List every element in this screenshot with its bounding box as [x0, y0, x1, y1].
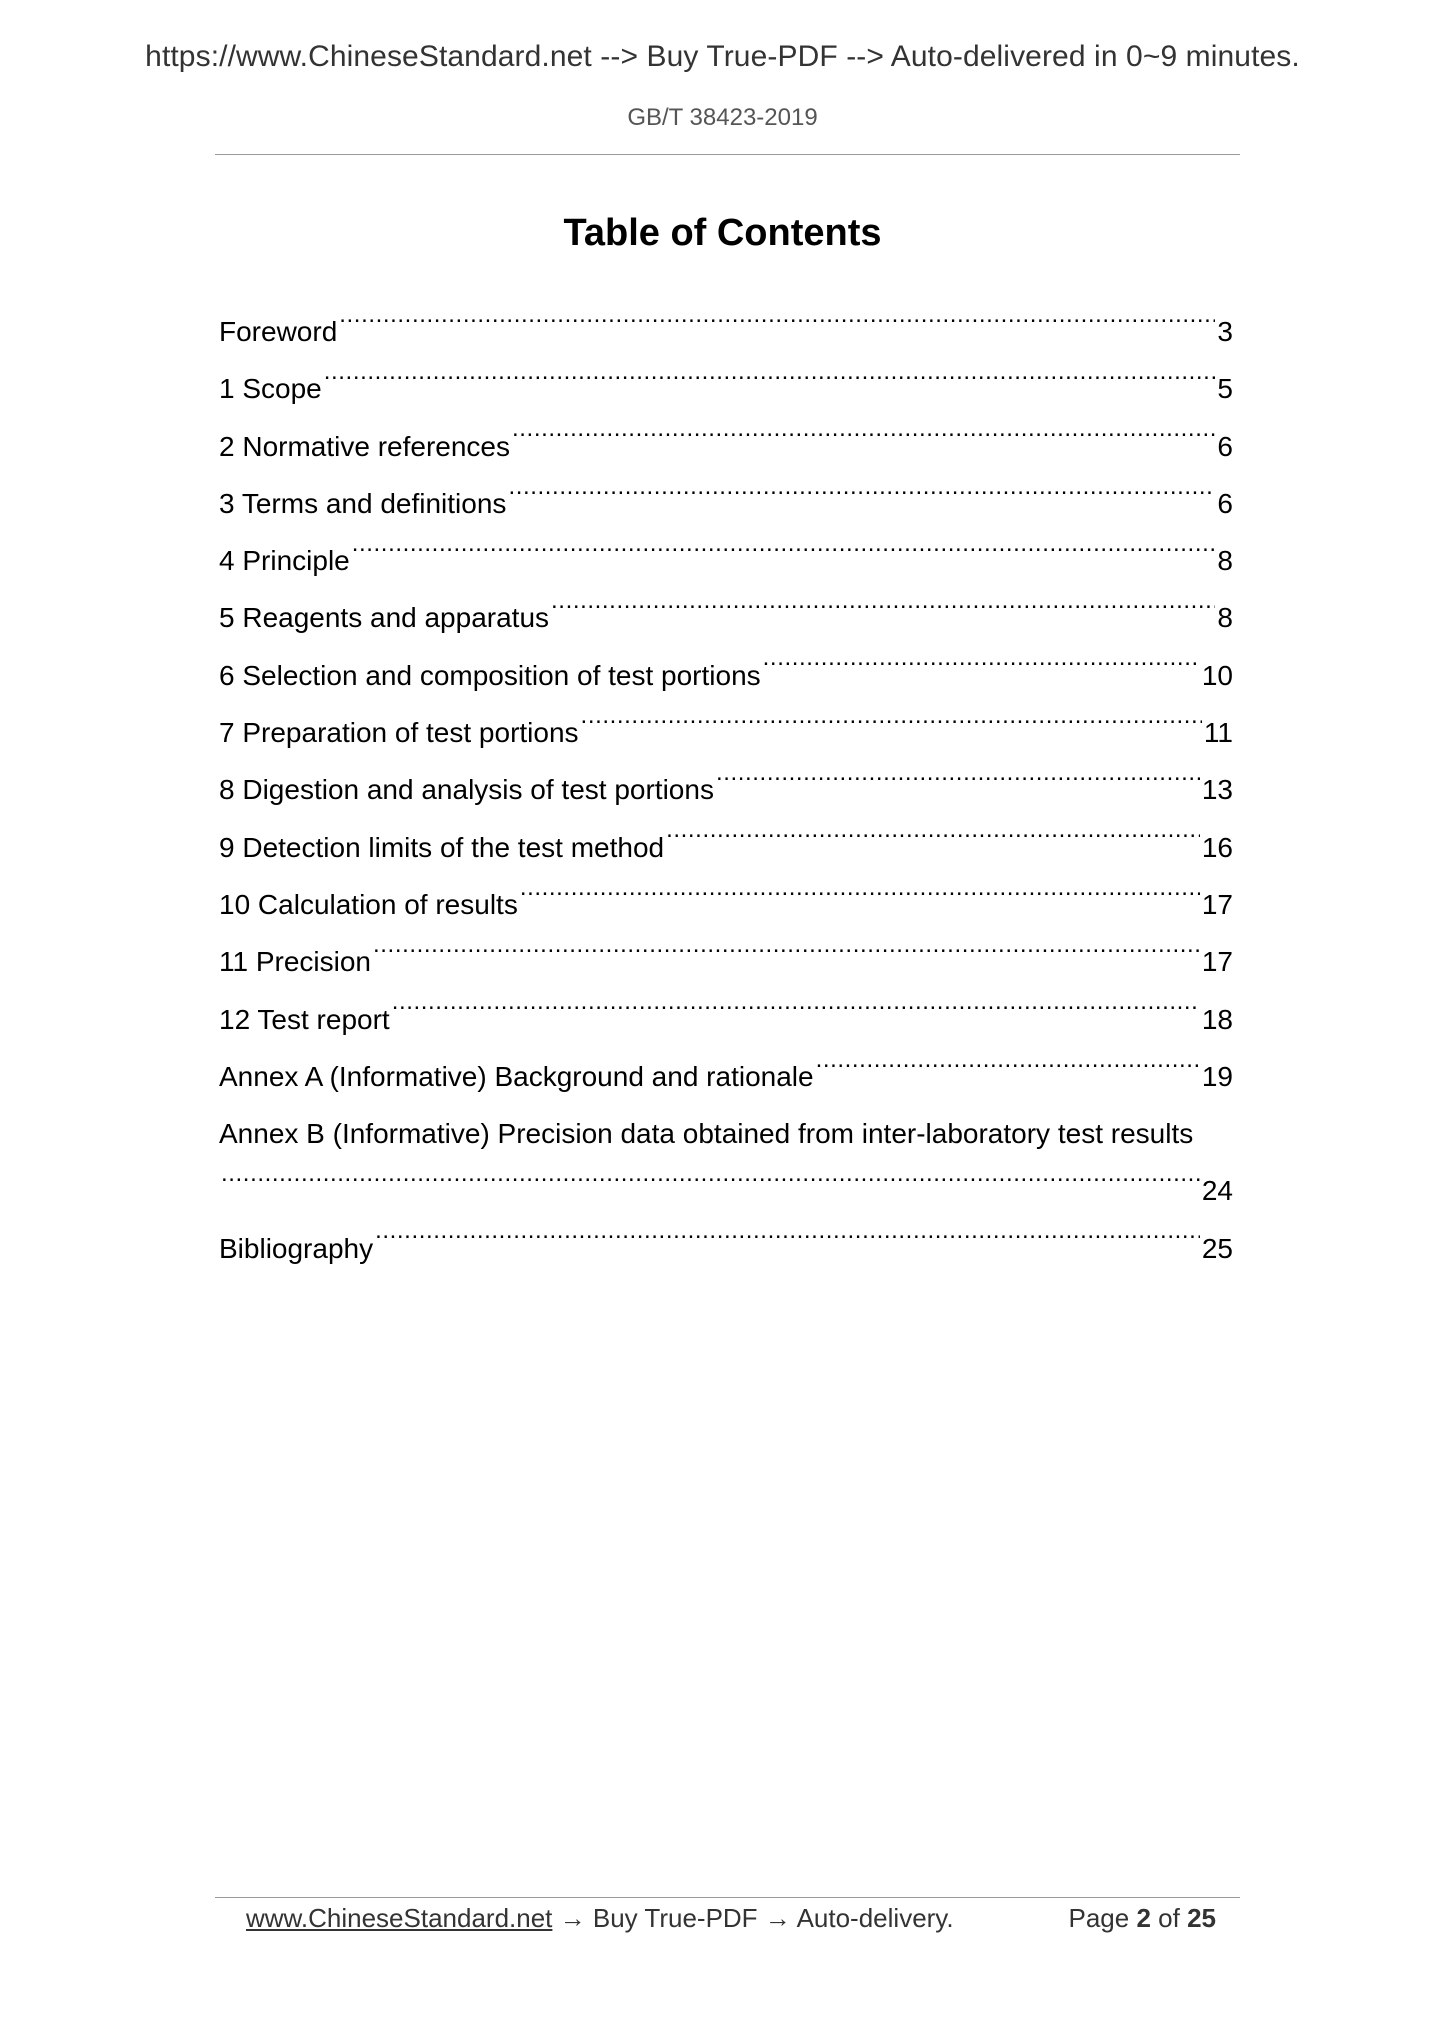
toc-entry-title: Bibliography	[219, 1232, 374, 1264]
toc-dot-leader	[581, 712, 1202, 742]
toc-entry-title: 1 Scope	[219, 373, 322, 405]
toc-dot-leader	[520, 884, 1200, 914]
toc-dot-leader	[551, 597, 1215, 627]
toc-entry-title: 5 Reagents and apparatus	[219, 602, 550, 634]
footer-website-link[interactable]: www.ChineseStandard.net	[246, 1903, 553, 1933]
toc-entry-preparation[interactable]	[219, 704, 1233, 761]
toc-dot-leader	[373, 941, 1200, 971]
toc-entry-foreword[interactable]	[219, 303, 1233, 360]
toc-dot-leader	[375, 1228, 1200, 1258]
toc-entry-test-report[interactable]	[219, 991, 1233, 1048]
toc-entry-title: 11 Precision	[219, 946, 372, 978]
current-page: 2	[1136, 1903, 1151, 1933]
toc-entry-selection-composition[interactable]	[219, 647, 1233, 704]
toc-entry-page: 17	[1201, 888, 1233, 920]
toc-entry-page: 16	[1201, 831, 1233, 863]
toc-entry-annex-b-continued[interactable]	[219, 1162, 1233, 1219]
toc-dot-leader	[339, 311, 1215, 341]
toc-dot-leader	[816, 1056, 1200, 1086]
toc-entry-page: 10	[1201, 659, 1233, 691]
toc-entry-page: 11	[1203, 717, 1233, 749]
toc-dot-leader	[508, 483, 1215, 513]
footer-tagline-group	[246, 1900, 954, 1936]
toc-entry-principle[interactable]	[219, 532, 1233, 589]
toc-entry-title: 12 Test report	[219, 1003, 390, 1035]
toc-entry-page: 8	[1217, 602, 1233, 634]
toc-entry-page: 17	[1201, 946, 1233, 978]
toc-entry-calculation-results[interactable]	[219, 876, 1233, 933]
toc-entry-detection-limits[interactable]	[219, 819, 1233, 876]
toc-entry-scope[interactable]	[219, 360, 1233, 417]
page-label: Page	[1068, 1903, 1130, 1933]
toc-entry-title: 8 Digestion and analysis of test portions	[219, 774, 714, 806]
toc-entry-title: 3 Terms and definitions	[219, 487, 507, 519]
toc-entry-title: 7 Preparation of test portions	[219, 717, 579, 749]
toc-entry-title: Annex B (Informative) Precision data obtained from inter-laboratory test results	[219, 1118, 1194, 1150]
toc-entry-page: 13	[1201, 774, 1233, 806]
header-divider	[215, 154, 1240, 155]
page-footer	[246, 1900, 1216, 1936]
toc-entry-page: 6	[1217, 430, 1233, 462]
toc-entry-page: 5	[1217, 373, 1233, 405]
toc-dot-leader	[221, 1170, 1200, 1200]
toc-entry-page: 6	[1217, 487, 1233, 519]
toc-entry-terms-definitions[interactable]	[219, 475, 1233, 532]
toc-entry-precision[interactable]	[219, 933, 1233, 990]
toc-dot-leader	[512, 426, 1215, 456]
toc-entry-page: 18	[1201, 1003, 1233, 1035]
toc-entry-title: Annex A (Informative) Background and rationale	[219, 1060, 814, 1092]
toc-entry-title: 6 Selection and composition of test portions	[219, 659, 761, 691]
toc-dot-leader	[666, 827, 1200, 857]
toc-entry-page: 25	[1201, 1232, 1233, 1264]
toc-entry-title: 9 Detection limits of the test method	[219, 831, 665, 863]
toc-list	[219, 303, 1233, 1277]
toc-entry-reagents-apparatus[interactable]	[219, 589, 1233, 646]
toc-entry-page: 3	[1217, 316, 1233, 347]
standard-code: GB/T 38423-2019	[627, 104, 818, 131]
total-pages: 25	[1187, 1903, 1216, 1933]
top-banner: https://www.ChineseStandard.net --> Buy True-PDF --> Auto-delivered in 0~9 minutes.	[145, 40, 1300, 73]
toc-entry-page: 19	[1201, 1060, 1233, 1092]
toc-title: Table of Contents	[563, 212, 882, 254]
of-label: of	[1158, 1903, 1180, 1933]
toc-entry-page: 24	[1201, 1175, 1233, 1207]
toc-dot-leader	[352, 540, 1216, 570]
toc-entry-annex-b[interactable]	[219, 1105, 1233, 1162]
toc-entry-normative-references[interactable]	[219, 418, 1233, 475]
footer-divider	[215, 1897, 1240, 1898]
toc-entry-title: 4 Principle	[219, 545, 350, 577]
toc-dot-leader	[716, 769, 1200, 799]
toc-dot-leader	[763, 655, 1200, 685]
footer-tagline: → Buy True-PDF → Auto-delivery.	[552, 1903, 954, 1933]
toc-entry-bibliography[interactable]	[219, 1220, 1233, 1277]
toc-entry-title: Foreword	[219, 316, 338, 347]
page-number	[1068, 1900, 1216, 1936]
toc-entry-title: 2 Normative references	[219, 430, 511, 462]
toc-dot-leader	[324, 368, 1216, 398]
toc-dot-leader	[392, 999, 1200, 1029]
toc-entry-digestion-analysis[interactable]	[219, 761, 1233, 818]
toc-entry-annex-a[interactable]	[219, 1048, 1233, 1105]
toc-entry-title: 10 Calculation of results	[219, 888, 518, 920]
toc-entry-page: 8	[1217, 545, 1233, 577]
